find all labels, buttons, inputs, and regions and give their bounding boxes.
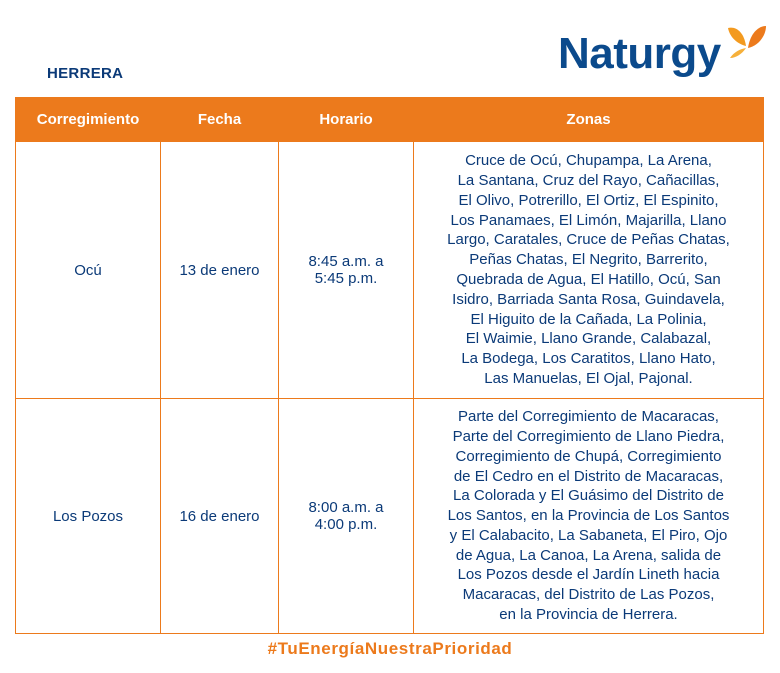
cell-zonas — [414, 142, 764, 399]
zona-line: Macaracas, del Distrito de Las Pozos, — [462, 586, 715, 604]
power-outage-schedule-table — [15, 97, 764, 634]
zona-line: de El Cedro en el Distrito de Macaracas, — [453, 467, 724, 485]
zona-line: El Higuito de la Cañada, La Polinia, — [470, 310, 707, 328]
zona-line: Corregimiento de Chupá, Corregimiento — [455, 447, 722, 465]
zona-line: Los Pozos desde el Jardín Lineth hacia — [457, 566, 720, 584]
zona-line: Peñas Chatas, El Negrito, Barrerito, — [469, 251, 708, 269]
header-corregimiento: Corregimiento — [16, 98, 161, 142]
cell-corregimiento: Ocú — [16, 142, 161, 399]
table-row — [16, 142, 764, 399]
table-header-row — [16, 98, 764, 142]
butterfly-icon — [726, 24, 768, 62]
cell-corregimiento: Los Pozos — [16, 399, 161, 634]
cell-horario — [279, 399, 414, 634]
zona-line: La Bodega, Los Caratitos, Llano Hato, — [461, 350, 716, 368]
header-horario: Horario — [279, 98, 414, 142]
zona-line: El Waimie, Llano Grande, Calabazal, — [465, 330, 712, 348]
horario-line: 8:00 a.m. a — [308, 499, 384, 516]
horario-line: 8:45 a.m. a — [308, 253, 384, 270]
naturgy-logo — [558, 24, 768, 84]
header-fecha: Fecha — [161, 98, 279, 142]
horario-line: 4:00 p.m. — [314, 516, 378, 533]
zona-line: Las Manuelas, El Ojal, Pajonal. — [484, 369, 693, 387]
zona-line: y El Calabacito, La Sabaneta, El Piro, Ojo — [449, 526, 728, 544]
zona-line: Los Santos, en la Provincia de Los Santos — [447, 507, 730, 525]
horario-line: 5:45 p.m. — [314, 270, 378, 287]
zona-line: de Agua, La Canoa, La Arena, salida de — [455, 546, 722, 564]
zona-line: La Santana, Cruz del Rayo, Cañacillas, — [457, 172, 720, 190]
cell-horario — [279, 142, 414, 399]
cell-fecha: 13 de enero — [161, 142, 279, 399]
campaign-hashtag: #TuEnergíaNuestraPrioridad — [267, 639, 513, 658]
logo-wordmark: Naturgy — [558, 29, 721, 78]
zona-line: Cruce de Ocú, Chupampa, La Arena, — [465, 152, 712, 170]
zona-line: Largo, Caratales, Cruce de Peñas Chatas, — [447, 231, 730, 249]
table-row — [16, 399, 764, 634]
zona-line: La Colorada y El Guásimo del Distrito de — [453, 487, 724, 505]
region-title: HERRERA — [47, 65, 124, 82]
cell-fecha: 16 de enero — [161, 399, 279, 634]
zona-line: Parte del Corregimiento de Llano Piedra, — [452, 427, 725, 445]
zona-line: Los Panamaes, El Limón, Majarilla, Llano — [450, 211, 727, 229]
cell-zonas — [414, 399, 764, 634]
zona-line: Quebrada de Agua, El Hatillo, Ocú, San — [456, 271, 721, 288]
zona-line: en la Provincia de Herrera. — [499, 606, 678, 624]
header-zonas: Zonas — [414, 98, 764, 142]
zona-line: Parte del Corregimiento de Macaracas, — [458, 408, 719, 426]
zona-line: Isidro, Barriada Santa Rosa, Guindavela, — [452, 290, 725, 308]
zona-line: El Olivo, Potrerillo, El Ortiz, El Espinito, — [458, 191, 719, 209]
